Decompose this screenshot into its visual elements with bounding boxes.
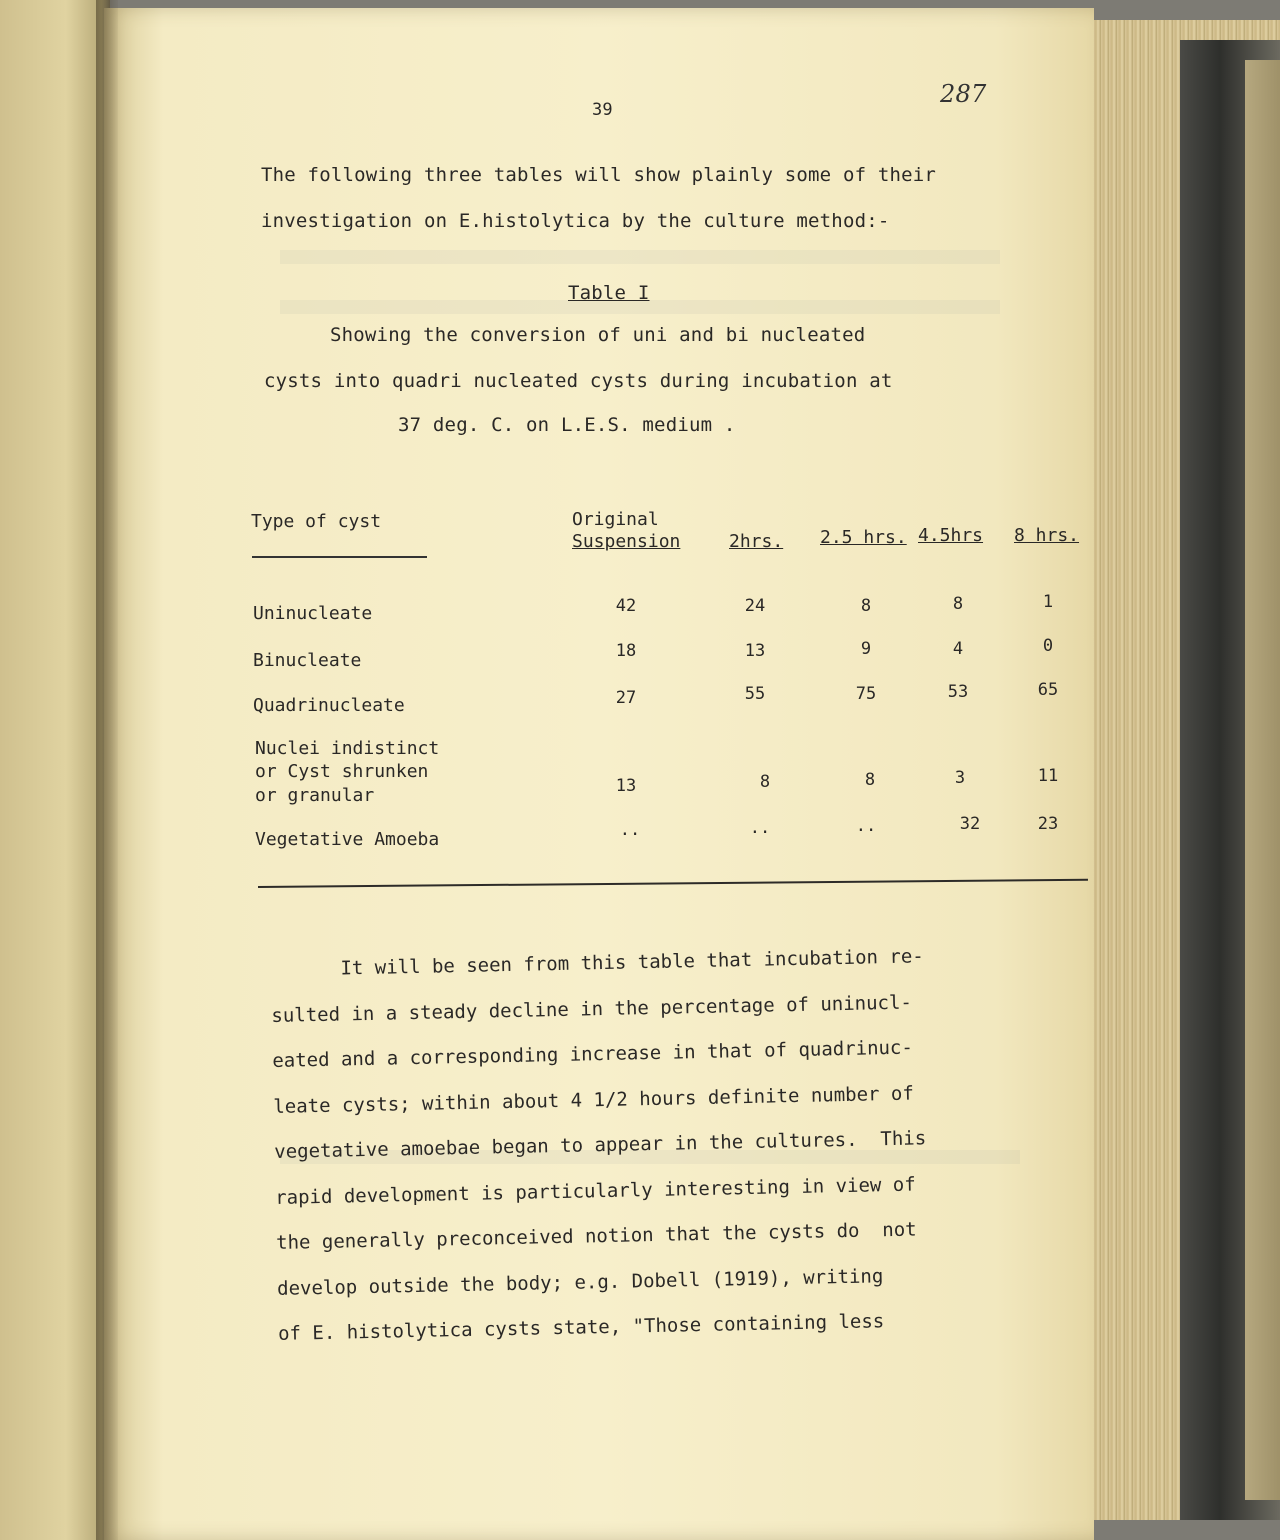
page-gutter-shadow [96,0,118,1540]
intro-line: investigation on E.histolytica by the culture method:- [261,210,890,232]
cell-value: 18 [615,641,637,661]
paragraph-line: It will be seen from this table that incubation re- [340,945,924,980]
cell-value: .. [619,820,641,840]
cell-value: 23 [1037,814,1059,834]
cell-value: 55 [744,684,766,704]
paragraph-line: sulted in a steady decline in the percentage of uninucl- [271,991,913,1027]
cell-value: 24 [744,596,766,616]
cell-value: 11 [1037,766,1059,786]
cell-value: 13 [744,641,766,661]
paragraph-line: leate cysts; within about 4 1/2 hours definite number of [273,1082,915,1118]
column-header-4-5hrs: 4.5hrs [918,525,984,546]
intro-line: The following three tables will show plainly some of their [261,164,937,186]
cell-value: 1 [1042,592,1054,612]
paragraph-line: develop outside the body; e.g. Dobell (1919), writing [276,1264,884,1300]
cell-value: 13 [615,776,637,796]
left-page-edge [0,0,110,1540]
cell-value: 9 [860,639,872,659]
bleed-through-mark [280,250,1000,264]
cell-value: 32 [959,814,981,834]
column-header-suspension: Suspension [572,531,681,552]
paragraph-line: rapid development is particularly interesting in view of [274,1173,916,1209]
table-caption-line: cysts into quadri nucleated cysts during incubation at [264,370,893,392]
column-header-2-5hrs: 2.5 hrs. [820,527,907,548]
paragraph-line: eated and a corresponding increase in that of quadrinuc- [272,1036,914,1072]
handwritten-folio-number: 287 [940,80,987,108]
body-paragraph [270,932,1058,1358]
cell-value: 8 [864,770,876,790]
paragraph-line: vegetative amoebae began to appear in the cultures. This [274,1127,927,1163]
column-header-type: Type of cyst [251,511,382,532]
paragraph-line: the generally preconceived notion that the cysts do not [275,1218,917,1254]
page-number: 39 [592,100,613,120]
cell-value: 4 [952,639,964,659]
row-label: Nuclei indistinct or Cyst shrunken or granular [255,738,440,806]
cell-value: .. [749,818,771,838]
paragraph-line: of E. histolytica cysts state, "Those containing less [277,1310,885,1345]
cell-value: 8 [759,772,771,792]
row-label: Binucleate [253,650,362,671]
cell-value: .. [855,816,877,836]
cell-value: 53 [947,682,969,702]
cell-value: 8 [952,594,964,614]
table-title: Table I [568,282,650,304]
column-header-original: Original [572,509,659,530]
table-caption-line: Showing the conversion of uni and bi nucleated [330,324,866,346]
binding-tape [1245,60,1280,1500]
cell-value: 3 [954,768,966,788]
table-caption-line: 37 deg. C. on L.E.S. medium . [398,414,736,436]
column-header-8hrs: 8 hrs. [1014,525,1080,546]
cell-value: 27 [615,688,637,708]
cell-value: 75 [855,684,877,704]
header-rule [252,556,427,558]
cell-value: 65 [1037,680,1059,700]
column-header-2hrs: 2hrs. [729,531,784,552]
row-label: Uninucleate [253,603,373,624]
row-label: Quadrinucleate [253,695,405,716]
cell-value: 0 [1042,636,1054,656]
cell-value: 8 [860,596,872,616]
cell-value: 42 [615,596,637,616]
row-label: Vegetative Amoeba [255,829,440,850]
